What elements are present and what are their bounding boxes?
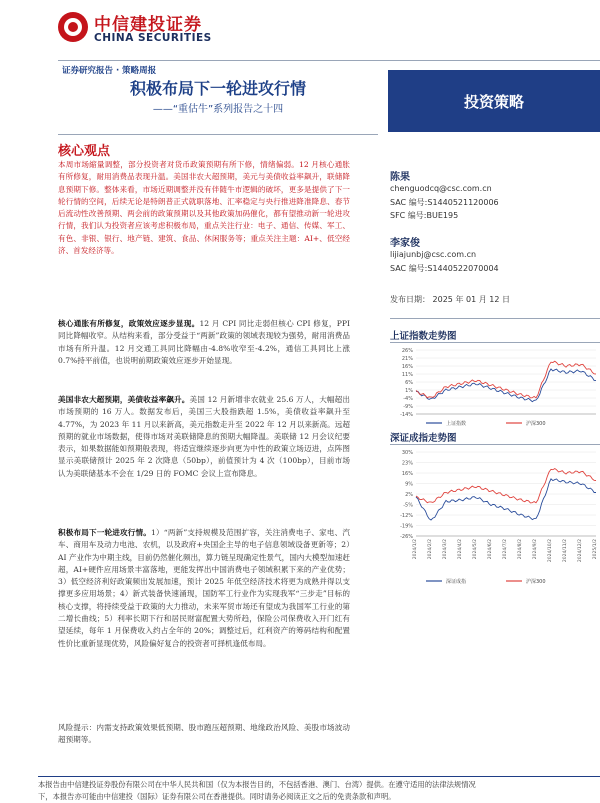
author-name: 李家俊 <box>390 238 420 249</box>
sse-index-chart <box>390 346 600 430</box>
logo-cn-text: 中信建投证券 <box>94 15 202 35</box>
chart-title: 上证指数走势图 <box>390 331 457 342</box>
core-view-heading: 核心观点 <box>58 144 111 159</box>
inflation-paragraph <box>58 318 350 367</box>
disclaimer-line: 下，本报告亦可能由中信建投（国际）证券有限公司在香港提供。同时请务必阅读正文之后的免责条款和声明。 <box>38 792 396 801</box>
y-tick-label: -5% <box>403 502 413 509</box>
y-tick-label: 2% <box>405 492 413 498</box>
y-tick-label: 11% <box>401 372 413 378</box>
series-line <box>416 479 596 520</box>
y-tick-label: -12% <box>400 513 413 519</box>
y-tick-label: -26% <box>400 534 413 540</box>
x-tick-label: 2024/5/2 <box>473 539 478 560</box>
x-tick-label: 2024/1/2 <box>413 539 418 560</box>
y-tick-label: -4% <box>403 396 413 402</box>
inflation-text: 12 月 CPI 同比走弱但核心 CPI 修复，PPI 同比降幅收窄。从结构来看，部分受益于“两新”政策的领域表现较为强势，耐用消费品市场有所升温。12 月交通工具同比降幅由-4.8%收窄至-4.2%，通信工具同比上涨 0.7%持平前值，也说明前期政策效应逐步开始显现。 <box>58 319 351 365</box>
y-tick-label: 16% <box>401 471 413 477</box>
section-banner: 投资策略 <box>388 70 600 132</box>
us-jobs-heading: 美国非农大超预期，美债收益率飙升。 <box>58 395 190 404</box>
y-tick-label: 6% <box>405 380 413 386</box>
disclaimer-footer <box>38 779 600 803</box>
logo-emblem-icon <box>58 12 88 42</box>
y-tick-label: 23% <box>401 460 413 467</box>
summary-paragraph <box>58 159 350 257</box>
x-tick-label: 2024/11/2 <box>563 539 568 563</box>
x-tick-label: 2024/6/2 <box>488 539 493 560</box>
footer-divider <box>38 776 600 777</box>
legend-label: 沪深300 <box>526 421 546 427</box>
us-jobs-text: 美国 12 月新增非农就业 25.6 万人，大幅超出市场预期的 16 万人。数据发布后，美国三大股指跌超 1.5%，美债收益率飙升至 4.77%，为 2023 年 11 月以来新高，美元指数走升至 2022 年 12 月以来新高。远超预期的就业市场数据，使得市场对美联储降息的预期大幅降温。美联储 12 月会议纪要表示，如果数据能如预期般表现，将适宜继续逐步向更为中性的政策立场迈进，点阵图显示美联储预计 2025 年 2 次降息（50bp），前值预计为 4 次（100bp），目前市场认为美联储基本不会在 1/29 日的 FOMC 会议上宣布降息。 <box>58 395 351 478</box>
x-tick-label: 2024/9/2 <box>533 539 538 560</box>
sidebar-divider <box>390 318 600 319</box>
x-tick-label: 2024/8/2 <box>518 539 523 560</box>
author-sac: SAC 编号:S1440521120006 <box>390 198 499 207</box>
y-tick-label: -19% <box>400 523 413 530</box>
header-divider <box>58 60 600 61</box>
author-sfc: SFC 编号:BUE195 <box>390 211 459 220</box>
y-tick-label: 21% <box>401 356 413 362</box>
publish-date: 发布日期： 2025 年 01 月 12 日 <box>390 295 510 304</box>
disclaimer-line: 本报告由中信建投证券股份有限公司在中华人民共和国（仅为本报告目的，不包括香港、澳门、台湾）提供。在遵守适用的法律法规情况 <box>38 780 476 789</box>
author-email[interactable]: lijiajunbj@csc.com.cn <box>390 250 477 259</box>
x-tick-label: 2024/4/2 <box>458 539 463 560</box>
y-tick-label: 26% <box>401 348 413 354</box>
chart-divider <box>390 444 600 445</box>
report-title: 积极布局下一轮进攻行情 <box>129 79 306 98</box>
positioning-heading: 积极布局下一轮进攻行情。 <box>58 528 152 537</box>
x-tick-label: 2025/1/2 <box>593 539 598 560</box>
y-tick-label: 9% <box>405 481 413 488</box>
inflation-heading: 核心通胀有所修复，政策效应逐步显现。 <box>58 319 200 328</box>
legend-label: 沪深300 <box>526 579 546 585</box>
summary-text: 本周市场縮量调整，部分投资者对货币政策预期有所下修，情绪偏弱。12 月核心通胀有所修复，耐用消费品表现升温。美国非农大超预期，美元与美债收益率飙升，联储降息预期下修。整体来看，市场近期调整并没有伴随牛市逻辑的破坏，更多是提供了下一轮行情的空间，后续无论是特朗普正式就职落地、汇率稳定与央行推进降准降息、春节后流动性改善预期、两会前的政策预期以及其他政策加码催化，都有望推动新一轮进攻行情，我们认为投资者应该考虑积极布局，重点关注行业：电子、通信、传媒、军工、有色、非银、银行、地产链、建筑、食品、休闲服务等；重点关注主题：AI+、低空经济、首发经济等。 <box>58 160 350 256</box>
y-tick-label: -9% <box>403 404 413 410</box>
x-tick-label: 2024/2/2 <box>428 539 433 560</box>
chart-title: 深证成指走势图 <box>390 433 457 444</box>
author-name: 陈果 <box>390 172 410 183</box>
y-tick-label: 1% <box>405 388 413 394</box>
legend-label: 深证成指 <box>446 579 467 585</box>
x-tick-label: 2024/7/2 <box>503 539 508 560</box>
us-jobs-paragraph <box>58 394 350 480</box>
x-tick-label: 2024/3/2 <box>443 539 448 560</box>
company-logo <box>58 10 218 50</box>
author-sac: SAC 编号:S1440522070004 <box>390 264 499 273</box>
chart-divider <box>390 342 600 343</box>
report-subtitle: ——“重估牛”系列报告之十四 <box>152 104 284 115</box>
title-divider <box>58 134 378 135</box>
author-email[interactable]: chenguodcq@csc.com.cn <box>390 184 492 193</box>
y-tick-label: 16% <box>401 364 413 370</box>
positioning-paragraph <box>58 527 350 650</box>
sidebar <box>380 140 600 780</box>
positioning-text: 1）“两新”支持规模及范围扩容，关注消费电子、家电、汽车、商用车及动力电池、农机，以及政府+央国企主导的电子信息领域设备更新等；2）AI 产业作为中期主线，目前仍然催化频出，算力链呈现确定性景气，国内大模型加速赶超，AI+硬件应用场景丰富落地，更能发挥出中国消费电子领域积累下来的产业优势；3）低空经济利好政策频出发展加速，预计 2025 年低空经济技术将更为成熟并得以支撑更多应用场景；4）新式装备快速涌现，国防军工行业作为实现我军“三步走”目标的核心支撑，将持续受益于政策的大力推动，未来军贸市场还有望成为我国军工行业的第二增长曲线；5）利率长期下行和居民财富配置大势所趋，保险公司保费收入开门红有望延续，每年 1 月保费收入约占全年的 20%；调整过后，红利资产的筹码结构和配置性价比重新显现优势，风险偏好复合的投资者可择机逢低布局。 <box>58 528 351 648</box>
risk-paragraph <box>58 722 350 747</box>
series-line <box>416 469 596 503</box>
szse-index-chart <box>390 448 600 588</box>
report-series: 证券研究报告 · 策略周报 <box>62 66 157 76</box>
x-tick-label: 2024/12/2 <box>578 539 583 563</box>
x-tick-label: 2024/10/2 <box>548 539 553 563</box>
legend-label: 上证指数 <box>446 421 467 427</box>
y-tick-label: 30% <box>401 450 413 456</box>
risk-text: 风险提示：内需支持政策效果低预期、股市跑压超预期、地缘政治风险、美股市场波动超预期等。 <box>58 723 350 745</box>
y-tick-label: -14% <box>400 412 413 418</box>
logo-en-text: CHINA SECURITIES <box>94 32 212 44</box>
